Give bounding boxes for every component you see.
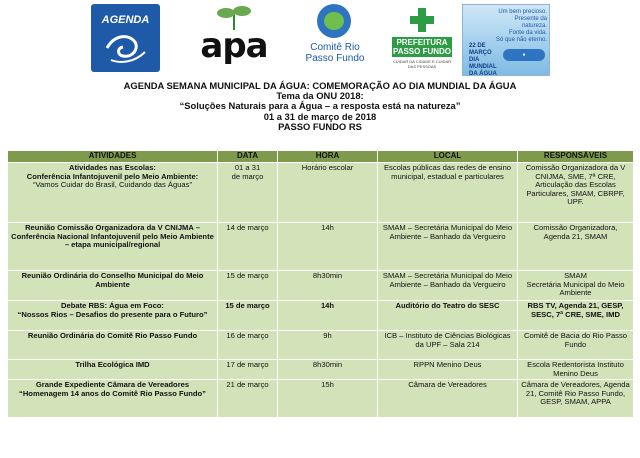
local-cell: ICB – Instituto de Ciências Biológicas da UPF – Sala 214 xyxy=(378,331,518,360)
table-row xyxy=(8,223,634,271)
header-city: PASSO FUNDO RS xyxy=(278,120,362,132)
apa-logo-word: apa xyxy=(200,26,268,66)
poster-text: Um bem precioso. Presente da natureza. Fonte da vida. Só que não eterno. xyxy=(495,9,547,43)
header-dates: 01 a 31 de março de 2018 xyxy=(263,110,377,122)
header-theme-label: Tema da ONU 2018: xyxy=(276,90,364,102)
local-cell: RPPN Menino Deus xyxy=(378,360,518,380)
prefeitura-name: PREFEITURA PASSO FUNDO xyxy=(392,38,452,56)
comite-logo xyxy=(300,4,370,72)
apa-logo xyxy=(196,4,272,72)
activity-cell: Trilha Ecológica IMD xyxy=(8,360,218,380)
river-swirl-icon xyxy=(105,28,147,64)
responsible-cell: Câmara de Vereadores, Agenda 21, Comitê Rio Passo Fundo, GESP, SMAM, APPA xyxy=(518,380,634,418)
column-header-local: LOCAL xyxy=(378,151,518,163)
date-cell: 01 a 31 de março xyxy=(218,163,278,223)
hour-cell: 8h30min xyxy=(278,360,378,380)
table-row xyxy=(8,331,634,360)
poster-badge: ● xyxy=(503,49,545,61)
prefeitura-slogan: CUIDAR DA CIDADE E CUIDAR DAS PESSOAS xyxy=(392,59,452,69)
responsible-cell: SMAM Secretária Municipal do Meio Ambiente xyxy=(518,271,634,301)
logo-strip xyxy=(0,0,640,80)
activity-cell: Reunião Comissão Organizadora da V CNIJMA – Conferência Nacional Infantojuvenil pelo Meio Ambiente – etapa municipal/regional xyxy=(8,223,218,271)
table-row xyxy=(8,271,634,301)
poster-date: 22 DE MARÇO DIA MUNDIAL DA ÁGUA xyxy=(469,43,497,77)
comite-logo-name: Comitê Rio Passo Fundo xyxy=(305,42,365,64)
local-cell: Escolas públicas das redes de ensino municipal, estadual e particulares xyxy=(378,163,518,223)
responsible-cell: Comissão Organizadora da V CNIJMA, SME, 7ª CRE, Articulação das Escolas Particulares, SMAM, CBRPF, UPF. xyxy=(518,163,634,223)
activity-cell: Reunião Ordinária do Comitê Rio Passo Fundo xyxy=(8,331,218,360)
table-header-row xyxy=(8,151,634,163)
hour-cell: 14h xyxy=(278,223,378,271)
water-day-poster xyxy=(462,4,550,76)
date-cell: 16 de março xyxy=(218,331,278,360)
responsible-cell: Comissão Organizadora, Agenda 21, SMAM xyxy=(518,223,634,271)
document-header xyxy=(0,81,640,132)
date-cell: 14 de março xyxy=(218,223,278,271)
column-header-responsible: RESPONSÁVEIS xyxy=(518,151,634,163)
activity-cell xyxy=(8,163,218,223)
table-row xyxy=(8,301,634,331)
agenda-logo xyxy=(91,4,160,72)
hour-cell: 9h xyxy=(278,331,378,360)
prefeitura-cross-icon xyxy=(410,8,434,32)
activity-quote: “Vamos Cuidar do Brasil, Cuidando das Águas” xyxy=(33,180,192,190)
activity-title: Atividades nas Escolas: Conferência Infantojuvenil pelo Meio Ambiente: xyxy=(26,163,199,181)
column-header-activities: ATIVIDADES xyxy=(8,151,218,163)
date-cell: 21 de março xyxy=(218,380,278,418)
hour-cell: 8h30min xyxy=(278,271,378,301)
local-cell: Auditório do Teatro do SESC xyxy=(378,301,518,331)
date-cell: 17 de março xyxy=(218,360,278,380)
responsible-cell: Comitê de Bacia do Rio Passo Fundo xyxy=(518,331,634,360)
date-cell: 15 de março xyxy=(218,301,278,331)
header-theme: “Soluções Naturais para a Água – a resposta está na natureza” xyxy=(179,100,461,112)
activity-cell: Debate RBS: Água em Foco: “Nossos Rios – Desafios do presente para o Futuro” xyxy=(8,301,218,331)
local-cell: SMAM – Secretária Municipal do Meio Ambiente – Banhado da Vergueiro xyxy=(378,271,518,301)
table-row xyxy=(8,360,634,380)
date-cell: 15 de março xyxy=(218,271,278,301)
comite-globe-icon xyxy=(317,4,351,38)
activity-cell: Reunião Ordinária do Conselho Municipal do Meio Ambiente xyxy=(8,271,218,301)
table-row xyxy=(8,380,634,418)
hour-cell: 14h xyxy=(278,301,378,331)
responsible-cell: RBS TV, Agenda 21, GESP, SESC, 7ª CRE, SME, IMD xyxy=(518,301,634,331)
agenda-logo-text: AGENDA xyxy=(101,14,150,26)
prefeitura-logo xyxy=(390,4,454,72)
activity-cell: Grande Expediente Câmara de Vereadores “Homenagem 14 anos do Comitê Rio Passo Fundo” xyxy=(8,380,218,418)
column-header-hour: HORA xyxy=(278,151,378,163)
hour-cell: Horário escolar xyxy=(278,163,378,223)
local-cell: SMAM – Secretária Municipal do Meio Ambiente – Banhado da Vergueiro xyxy=(378,223,518,271)
responsible-cell: Escola Redentorista Instituto Menino Deus xyxy=(518,360,634,380)
hour-cell: 15h xyxy=(278,380,378,418)
column-header-date: DATA xyxy=(218,151,278,163)
local-cell: Câmara de Vereadores xyxy=(378,380,518,418)
table-row xyxy=(8,163,634,223)
header-title: AGENDA SEMANA MUNICIPAL DA ÁGUA: COMEMORAÇÃO AO DIA MUNDIAL DA ÁGUA xyxy=(123,80,517,91)
agenda-table xyxy=(7,150,634,418)
